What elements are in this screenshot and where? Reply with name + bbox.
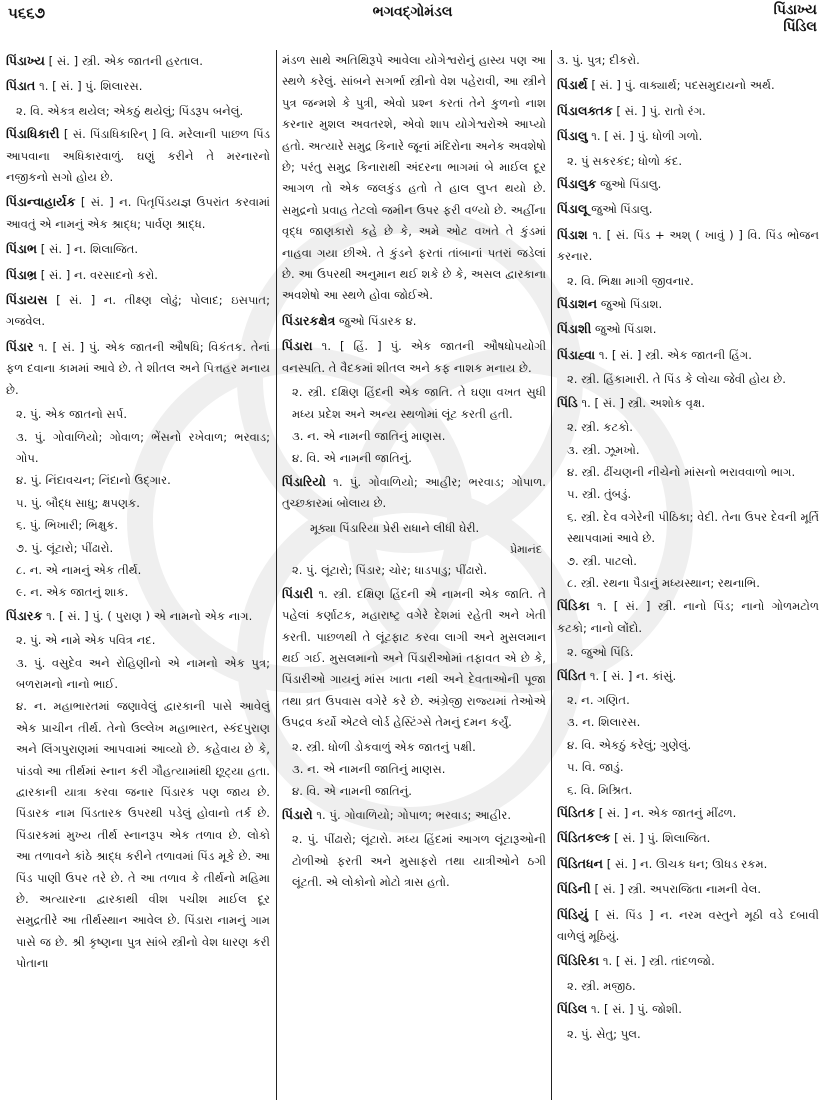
entry-quotation: મૂક્યા પિંડારિયા પ્રેરી રાધાને લીધી ઘેરી. [310,520,480,535]
entry-headword: પિંડિ [557,394,578,410]
dictionary-entry [557,998,819,1020]
dictionary-entry [6,50,270,72]
entry-headword: પિંડારી [282,585,314,601]
entry-definition: [ સં. ] ન. શિલાજિત. [40,242,139,257]
dictionary-entry [6,75,270,97]
entry-definition: ૧. [ સં. ] સ્ત્રી. તાંદળજો. [602,954,715,969]
dictionary-entry [6,123,270,188]
entry-sense: ૨. સ્ત્રી. દક્ષિણ હિંદની એક જાતિ. તે ઘણા વખત સુધી મધ્ય પ્રદેશ અને અન્ય સ્થળોમાં લૂંટ કરતી હતી. [292,385,546,421]
entry-sense: ૩. સ્ત્રી. ઝૂમખો. [567,442,640,457]
entry-definition: જુઓ પિંડાલુ. [600,177,662,192]
entry-definition: ૩. પું. પુત્ર; દીકરો. [557,53,640,67]
entry-definition: ૧. [ સં. ] સ્ત્રી. નાનો પિંડ; નાનો ગોળમટોળ કટકો; નાનો લોંદો. [557,599,819,635]
entry-headword: પિંડારકક્ષેત્ર [282,312,336,328]
entry-sense: ૨. પું. એ નામે એક પવિત્ર નદ. [16,633,156,648]
entry-headword: પિંડાભ્ર [6,266,38,282]
entry-definition: ૧. [ સં. ] સ્ત્રી. અશોક વૃક્ષ. [581,395,706,410]
entry-definition: ૧. [ સં. ] પું. શિલારસ. [39,79,143,94]
entry-definition: [ સં. ] સ્ત્રી. એક જાતની હરતાલ. [48,54,203,68]
dictionary-entry [557,878,819,900]
guide-word-last: પિંડિલ [783,19,817,35]
dictionary-entry [557,100,819,122]
entry-definition: [ સં. ] પું. શિલાજિત. [614,831,711,846]
entry-sense: ૫. વિ. જાડું. [567,760,624,775]
page-number: ૫૬૬૭ [8,4,46,22]
dictionary-entry [557,665,819,687]
entry-definition: [ સં. પિંડ ] ન. નરમ વસ્તુને મૂઠી વડે દબાવી વાળેલું મૂઠિયું. [557,907,819,944]
entry-sense: ૪. પું. નિંદાવચન; નિંદાનો ઉદ્ગાર. [16,473,171,488]
entry-sense: ૬. વિ. મિશ્રિત. [567,782,633,797]
entry-headword: પિંડિતધન [557,855,604,871]
entry-definition: [ સં. ] ન. તીક્ષ્ણ લોઢું; પોલાદ; ઇસપાત; ગજવેલ. [6,293,270,329]
entry-definition: ૧. [ સં. ] પું. એક જાતની ઔષધિ; વિકંતક. તેનાં ફળ દવાના કામમાં આવે છે. તે શીતલ અને પિત્તહર મનાય છે. [6,339,270,397]
entry-headword: પિંડાત [6,78,36,94]
entry-definition: જુઓ પિંડાલુ. [591,202,653,217]
entry-definition: ૧. [ સં. ] સ્ત્રી. એક જાતની હિંગ. [598,347,752,362]
entry-definition: [ સં. ] પું. રાતો રંગ. [616,103,706,118]
entry-headword: પિંડારો [282,806,313,822]
entry-sense: ૨. વિ. ભિક્ષા માગી જીવનાર. [567,273,694,288]
entry-sense: ૩. પું. વસુદેવ અને રોહિણીનો એ નામનો એક પુત્ર; બળરામનો નાનો ભાઈ. [16,655,270,691]
entry-headword: પિંડાધિકારી [6,126,60,142]
entry-definition: ૧. [ સં. ] પું. ( પુરાણ ) એ નામનો એક નાગ. [46,608,253,623]
dictionary-entry [282,471,546,515]
column-divider [276,50,277,1100]
entry-definition: મંડળ સાથે અતિથિરૂપે આવેલા યોગેશ્વરોનું હાસ્ય પણ આ સ્થળે કરેલું. સાંબને સગર્ભા સ્ત્રીનો વેશ પહેરાવી, આ સ્ત્રીને પુત્ર જન્મશે કે પુત્રી, એવો પ્રશ્ન કરતાં તેને કુળનો નાશ કરનાર મુશલ અવતરશે, એવો શાપ યોગેશ્વરોએ આપ્યો હતો. અત્યારે સમુદ્ર કિનારે જૂનાં મંદિરોના અનેક અવશેષો છે; પરંતુ સમુદ્ર કિનારાથી અંદરના ભાગમાં બે માઈલ દૂર આગળ તો એક જલકુંડ હતો તે હાલ લુપ્ત થયો છે. સમુદ્રનો પ્રવાહ તેટલો જમીન ઉપર ફરી વળ્યો છે. અહીંના વૃદ્ધ જાણકારો કહે છે કે, અમે ઓટ વખતે તે કુંડમાં નાહવા ગયા છીએ. તે કુંડને ફરતાં તાંબાનાં પતરાં જડેલાં છે. આ ઉપરથી અનુમાન થઈ શકે છે કે, અસલ દ્વારકાના અવશેષો આ સ્થળે હોવા જોઈએ. [282,53,546,303]
column-3 [557,50,819,1100]
entry-headword: પિંડિતક [557,805,596,820]
entry-definition: [ સં. ] ન. ઊચક ધન; ઊધડ રકમ. [606,856,768,871]
entry-sense: ૨. સ્ત્રી. ધોળી ડોકવાળું એક જાતનું પક્ષી. [292,739,476,754]
dictionary-entry [282,310,546,332]
entry-definition: [ સં. ] ન. વરસાદનો કરો. [40,267,158,282]
entry-sense: ૩. ન. એ નામની જાતિનું માણસ. [292,762,446,776]
entry-sense: ૬. સ્ત્રી. દેવ વગેરેની પીઠિકા; વેદી. તેના ઉપર દેવની મૂર્તિ સ્થાપવામાં આવે છે. [567,509,819,546]
dictionary-entry [6,238,270,260]
dictionary-entry [557,293,819,315]
dictionary-entry [557,125,819,147]
guide-words [774,2,817,36]
entry-sense: ૪. વિ. એ નામની જાતિનું. [292,784,412,799]
entry-headword: પિંડાશન [557,296,598,312]
entry-sense: ૫. સ્ત્રી. તુંબડું. [567,487,632,502]
entry-headword: પિંડાલુક [557,176,597,192]
entry-definition: ૧. [ સં. પિંડ + અશ્ ( ખાવું ) ] વિ. પિંડ ભોજન કરનાર. [557,227,819,264]
entry-sense: ૨. પું સકરકંદ; ધોળો કંદ. [567,153,683,168]
entry-headword: પિંડિકા [557,598,590,614]
dictionary-entry [557,198,819,220]
column-1 [6,50,270,1100]
dictionary-entry [557,802,819,824]
entry-headword: પિંડાખ્ય [6,53,45,68]
column-divider [551,50,552,1100]
entry-headword: પિંડાન્વાહાર્યક [6,194,76,210]
dictionary-entry [6,605,270,627]
columns [0,50,825,1100]
entry-definition: જુઓ પિંડારક ૪. [339,313,417,328]
entry-headword: પિંડાહ્વા [557,346,596,362]
entry-sense: ૨. વિ. એકત્ર થયેલ; એકઠું થયેલું; પિંડરૂપ બનેલું. [16,103,244,118]
dictionary-entry [557,595,819,639]
quotation-attribution: પ્રેમાનંદ [510,542,542,556]
entry-definition: ૧. પું. ગોવાળિયો; ગોપાળ; ભરવાડ; આહીર. [316,807,512,822]
dictionary-entry [6,336,270,401]
entry-sense: ૨. પું. સેતુ; પુલ. [567,1026,641,1041]
dictionary-entry [6,191,270,235]
entry-definition: [ સં. ] પું. વાક્યાર્થ; પદસમુદાયનો અર્થ. [591,78,775,93]
dictionary-entry [557,827,819,849]
entry-definition: ૧. [ સં. ] પું. જોશી. [591,1002,682,1017]
entry-definition: જુઓ પિંડાશ. [600,297,663,312]
entry-sense: ૨. પું. પીંઢારો; લૂંટારો. મધ્ય હિંદમાં આગળ લૂંટારૂઓની ટોળીઓ ફરતી અને મુસાફરો તથા યાત્રીઓને ઠગી લૂંટતી. એ લોકોનો મોટો ત્રાસ હતો. [292,832,546,890]
entry-headword: પિંડાશી [557,321,592,337]
entry-headword: પિંડાર્થ [557,77,588,93]
entry-definition: જુઓ પિંડાશ. [595,322,657,337]
entry-headword: પિંડાલુ [557,128,588,144]
entry-headword: પિંડારિયો [282,473,326,489]
dictionary-entry [557,853,819,875]
entry-definition: ૧. [ સં. ] પું. ધોળી ગળો. [591,129,703,144]
dictionary-entry [557,344,819,366]
entry-sense: ૭. પું. લૂંટારો; પીંઢારો. [16,540,114,555]
entry-headword: પિંડારક [6,607,43,623]
dictionary-entry [557,173,819,195]
entry-sense: ૨. જુઓ પિંડિ. [567,645,634,660]
dictionary-entry [557,318,819,340]
entry-definition: [ સં. પિંડાધિકારિન્ ] વિ. મરેલાની પાછળ પિંડ આપવાના અધિકારવાળું. ઘણું કરીને તે મરનારનો નજીકનો સગો હોય છે. [6,127,270,185]
dictionary-entry [282,50,546,307]
entry-sense: ૪. ન. મહાભારતમાં જણાવેલું દ્વારકાની પાસે આવેલું એક પ્રાચીન તીર્થ. તેનો ઉલ્લેખ મહાભારત, સ્કંદપુરાણ અને લિંગપુરાણમાં આપવામાં આવ્યો છે. કહેવાય છે કે, પાંડવો આ તીર્થમાં સ્નાન કરી ગૌહત્યામાંથી છૂટ્યા હતા. દ્વારકાની યાત્રા કરવા જનાર પિંડારક પણ જાય છે. પિંડારક નામ પિંડતારક ઉપરથી પડેલું હોવાનો તર્ક છે. પિંડારકમાં મુખ્ય તીર્થ સ્નાનરૂપ એક તળાવ છે. લોકો આ તળાવને કાંઠે શ્રાદ્ધ કરીને તળાવમાં પિંડ મૂકે છે. આ પિંડ પાણી ઉપર તરે છે. તે આ તળાવ કે તીર્થનો મહિમા છે. અત્યારના દ્વારકાથી વીશ પચીશ માઈલ દૂર સમુદ્રતીરે આ તીર્થસ્થાન આવેલ છે. પિંડારા નામનું ગામ પાસે જ છે. શ્રી કૃષ્ણના પુત્ર સાંબે સ્ત્રીનો વેશ ધારણ કરી પોતાના [16,699,270,971]
entry-sense: ૮. સ્ત્રી. રથના પૈડાનું મધ્યસ્થાન; રથનાભિ. [567,575,760,590]
entry-headword: પિંડિની [557,881,591,897]
dictionary-entry [282,335,546,379]
entry-sense: ૩. ન. શિલારસ. [567,715,641,730]
dictionary-entry [6,289,270,333]
entry-definition: ૧. પું. ગોવાળિયો; આહીર; ભરવાડ; ગોપાળ. તુચ્છકારમાં બોલાય છે. [282,474,546,511]
entry-definition: ૧. [ સં. ] ન. કાંસું. [589,668,677,683]
entry-headword: પિંડિત [557,667,587,683]
entry-headword: પિંડિરિકા [557,953,600,969]
entry-headword: પિંડિયું [557,906,589,922]
entry-sense: ૨. સ્ત્રી. હિંકામારી. તે પિંડ કે લોચા જેવી હોય છે. [567,372,786,387]
entry-sense: ૮. ન. એ નામનું એક તીર્થ. [16,562,142,577]
entry-sense: ૩. ન. એ નામની જાતિનું માણસ. [292,428,446,443]
entry-sense: ૨. સ્ત્રી. મજીઠ. [567,978,636,993]
entry-sense: ૪. સ્ત્રી. ઢીંચણની નીચેનો માંસનો ભરાવવાળો ભાગ. [567,464,796,479]
entry-headword: પિંડિલ [557,1001,588,1017]
entry-headword: પિંડાર [6,338,34,354]
entry-headword: પિંડાલૂ [557,201,588,217]
dictionary-entry [282,804,546,826]
entry-headword: પિંડાભ [6,241,38,257]
dictionary-entry [557,392,819,414]
page-header [0,0,825,46]
dictionary-entry [557,950,819,972]
entry-definition: [ સં. ] સ્ત્રી. અપરાજિતા નામની વેલ. [594,882,762,897]
entry-sense: ૪. વિ. એકઠું કરેલું; ગુણેલું. [567,737,692,752]
entry-sense: ૫. પું. બૌદ્ધ સાધુ; ક્ષપણક. [16,495,140,510]
dictionary-entry [557,224,819,268]
running-title: ભગવદ્ગોમંડલ [372,4,453,20]
dictionary-entry [282,583,546,734]
entry-definition: ૧. [ હિં. ] પું. એક જાતની ઔષધોપયોગી વનસ્પતિ. તે વૈદકમાં શીતલ અને કફ નાશક મનાય છે. [282,339,546,375]
entry-headword: પિંડાયસ [6,292,48,308]
dictionary-entry [557,904,819,948]
guide-word-first: પિંડાખ્ય [773,2,817,18]
entry-sense: ૪. વિ. એ નામની જાતિનું. [292,451,412,466]
entry-sense: ૯. ન. એક જાતનું શાક. [16,585,129,600]
entry-sense: ૨. ન. ગણિત. [567,692,630,707]
entry-headword: પિંડાલક્તક [557,102,613,118]
entry-definition: [ સં. ] ન. પિતૃપિંડયજ્ઞ ઉપરાંત કરવામાં આવતું એ નામનું એક શ્રાદ્ધ; પાર્વણ શ્રાદ્ધ. [6,195,270,231]
entry-definition: [ સં. ] ન. એક જાતનું મીંઢળ. [598,806,737,820]
entry-headword: પિંડારા [282,338,313,354]
entry-sense: ૬. પું. ભિખારી; ભિક્ષુક. [16,518,119,533]
dictionary-entry [557,50,819,71]
entry-sense: ૨. સ્ત્રી. કટકો. [567,420,633,435]
entry-sense: ૨. પું. લૂંટારો; પિંડાર; ચોર; ધાડપાડુ; પીંઢારો. [292,563,488,578]
entry-sense: ૭. સ્ત્રી. પાટલો. [567,553,637,568]
dictionary-entry [6,264,270,286]
column-2 [282,50,546,1100]
entry-sense: ૨. પું. એક જાતનો સર્પ. [16,407,128,422]
entry-headword: પિંડાશ [557,226,588,242]
dictionary-entry [557,74,819,96]
entry-sense: ૩. પું. ગોવાળિયો; ગોવાળ; ભેંસનો રખેવાળ; ભરવાડ; ગોપ. [16,429,270,465]
entry-headword: પિંડિતકલ્ક [557,830,611,846]
entry-definition: ૧. સ્ત્રી. દક્ષિણ હિંદની એ નામની એક જાતિ. તે પહેલાં કર્ણાટક, મહારાષ્ટ્ર વગેરે દેશમાં રહેતી અને ખેતી કરતી. પાછળથી તે લૂંટફાટ કરવા લાગી અને મુસલમાન થઈ ગઈ. મુસલમાનો અને પિંડારીઓમાં તફાવત એ છે કે, પિંડારીઓ ગાયનું માંસ ખાતા નથી અને દેવતાઓની પૂજા તથા વ્રત ઉપવાસ વગેરે કરે છે. અંગ્રેજી રાજ્યમાં તેઓએ ઉપદ્રવ કર્યો એટલે લોર્ડ હેસ્ટિંગ્સે તેમનું દમન કર્યું. [282,586,546,730]
